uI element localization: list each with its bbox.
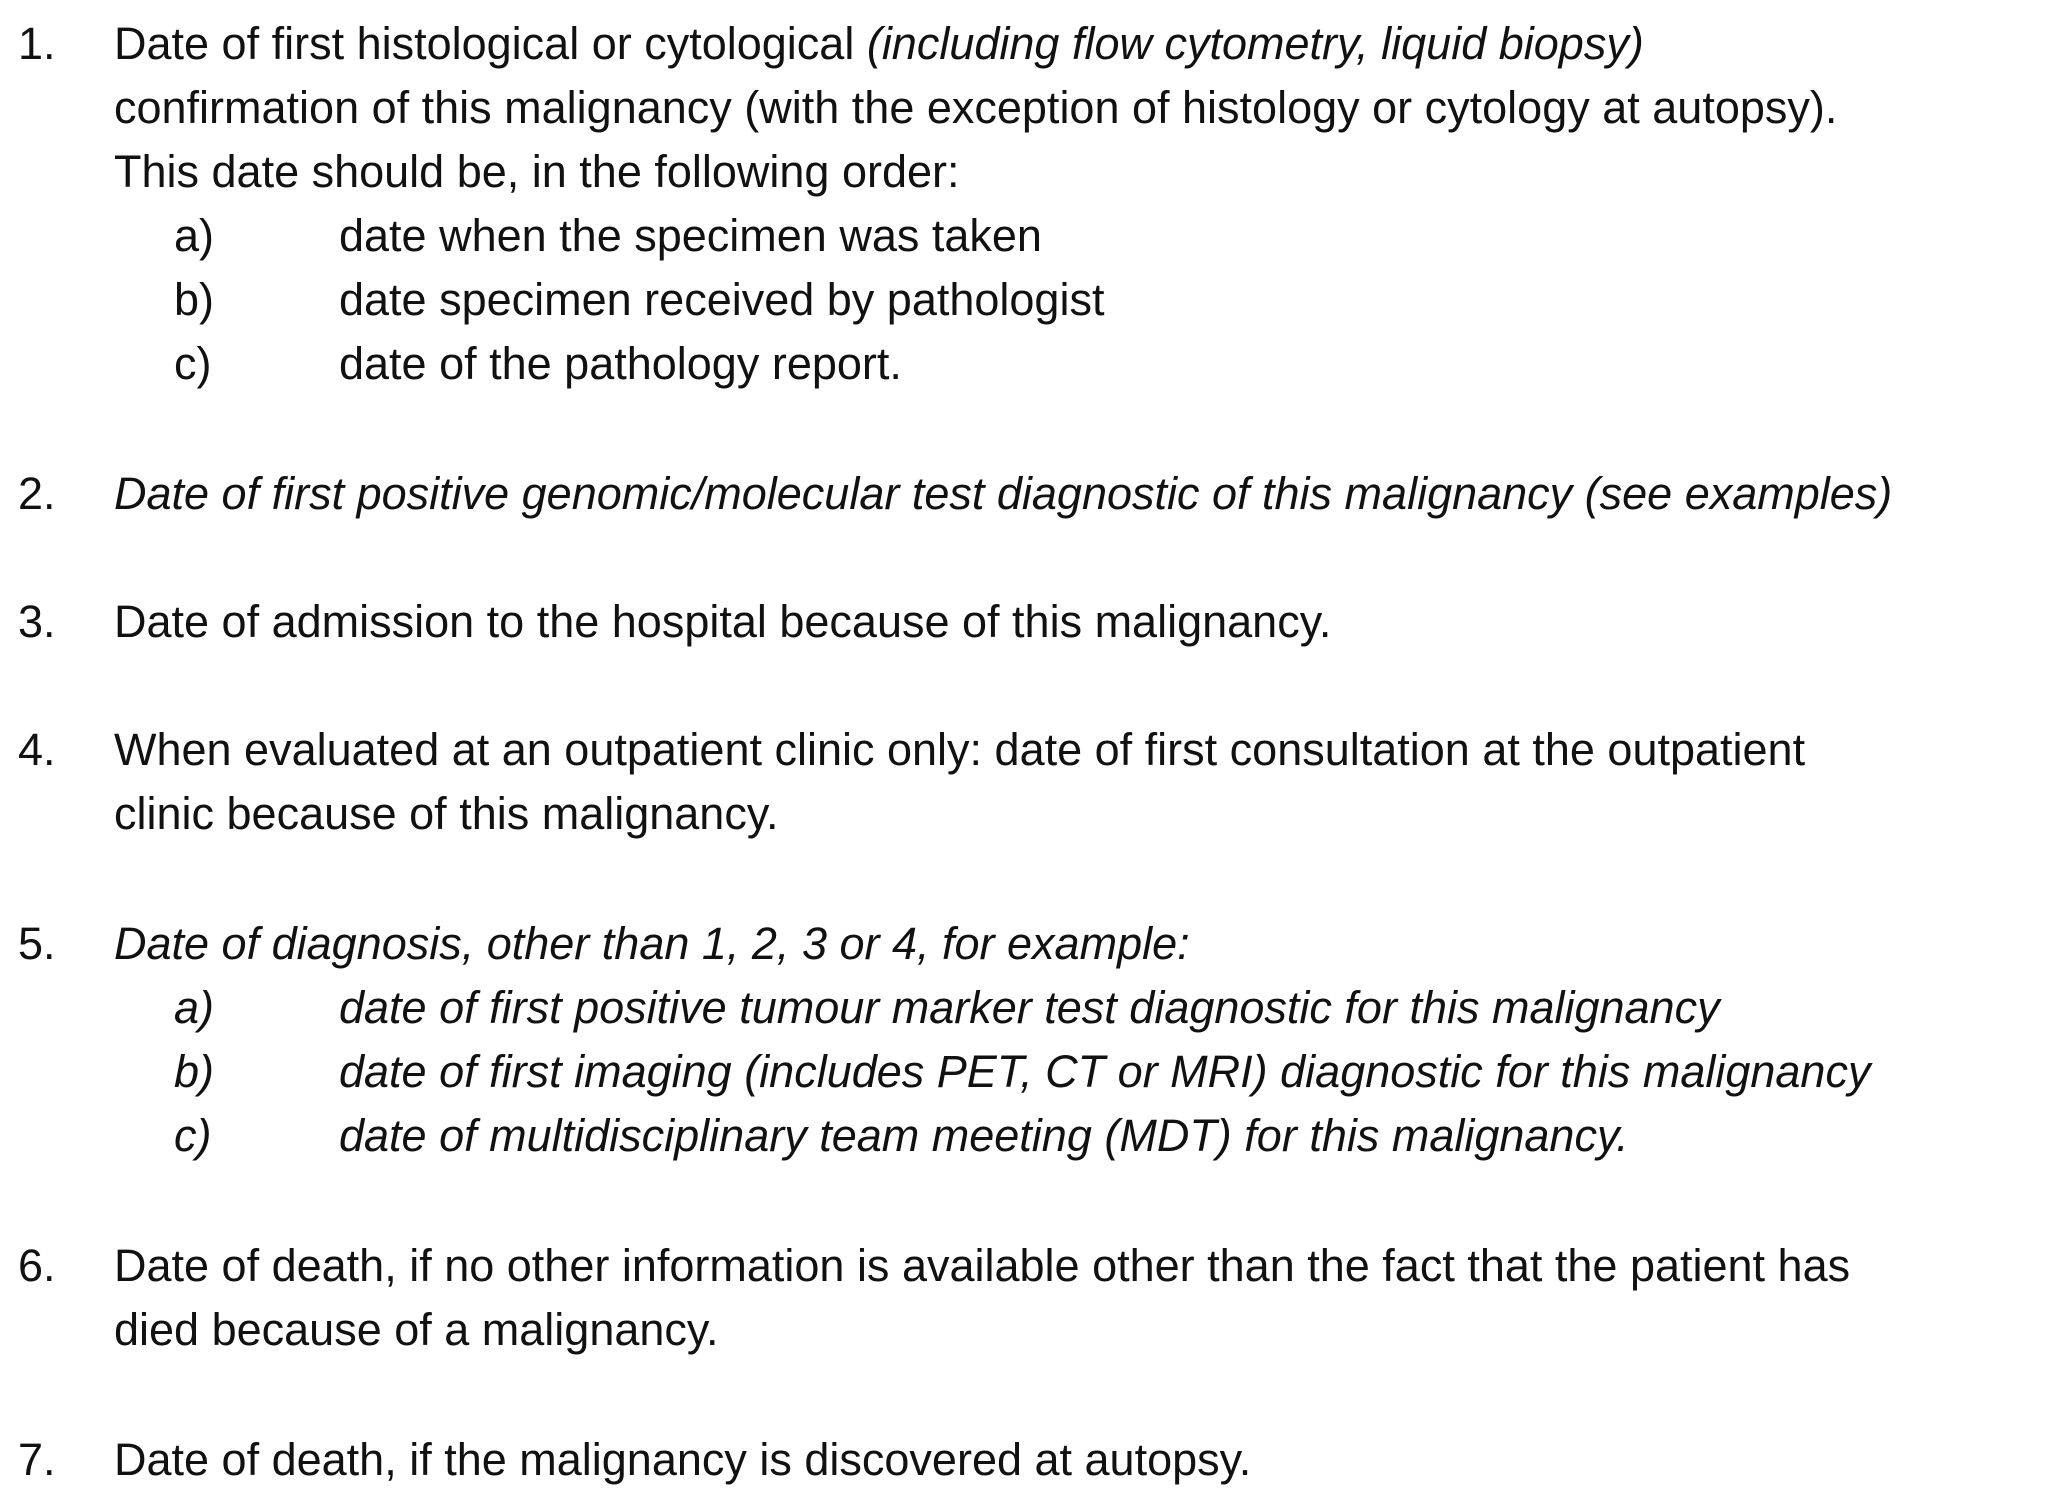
sub-item-c: [114, 332, 2054, 396]
item-number: 7.: [18, 1434, 56, 1485]
item-line: Date of death, if no other information is available other than the fact that the patient has: [114, 1240, 1851, 1291]
sub-item-letter: c): [174, 1110, 212, 1161]
item-text: [114, 912, 2054, 1168]
sub-item-letter: a): [174, 982, 215, 1033]
sub-item-text: date when the specimen was taken: [339, 210, 1042, 261]
line-text: Date of first histological or cytological: [114, 18, 867, 69]
item-number: 3.: [18, 596, 56, 647]
sub-item-text: date of first positive tumour marker test diagnostic for this malignancy: [339, 982, 1720, 1033]
item-line: Date of first positive genomic/molecular test diagnostic of this malignancy (see examples): [114, 468, 1893, 519]
sub-item-letter: c): [174, 338, 212, 389]
sub-item-text: date of first imaging (includes PET, CT or MRI) diagnostic for this malignancy: [339, 1046, 1871, 1097]
item-line: clinic because of this malignancy.: [114, 788, 779, 839]
item-number: 6.: [18, 1240, 56, 1291]
item-text: [114, 590, 2054, 654]
line-italic-text: (including flow cytometry, liquid biopsy): [866, 18, 1644, 69]
sub-item-a: [114, 976, 2054, 1040]
item-line: Date of death, if the malignancy is discovered at autopsy.: [114, 1434, 1252, 1485]
item-text: [114, 462, 2054, 526]
sub-item-a: [114, 204, 2054, 268]
sub-item-text: date of multidisciplinary team meeting (MDT) for this malignancy.: [339, 1110, 1629, 1161]
item-line: confirmation of this malignancy (with the exception of histology or cytology at autopsy).: [114, 82, 1838, 133]
item-line: died because of a malignancy.: [114, 1304, 719, 1355]
item-text: [114, 1234, 2054, 1362]
item-line: Date of diagnosis, other than 1, 2, 3 or 4, for example:: [114, 918, 1190, 969]
item-line: Date of admission to the hospital because of this malignancy.: [114, 596, 1332, 647]
sub-item-letter: b): [174, 274, 215, 325]
sub-item-text: date of the pathology report.: [339, 338, 902, 389]
sub-item-b: [114, 268, 2054, 332]
item-text: [114, 718, 2054, 846]
item-line: When evaluated at an outpatient clinic only: date of first consultation at the outpatient: [114, 724, 1806, 775]
sub-item-letter: a): [174, 210, 215, 261]
sub-item-text: date specimen received by pathologist: [339, 274, 1105, 325]
item-line: This date should be, in the following order:: [114, 146, 960, 197]
sub-item-letter: b): [174, 1046, 215, 1097]
sub-item-b: [114, 1040, 2054, 1104]
item-number: 4.: [18, 724, 56, 775]
item-text: [114, 1428, 2054, 1492]
item-number: 1.: [18, 18, 56, 69]
item-line: [114, 12, 2054, 76]
item-text: [114, 12, 2054, 396]
item-number: 5.: [18, 918, 56, 969]
sub-item-c: [114, 1104, 2054, 1168]
item-number: 2.: [18, 468, 56, 519]
